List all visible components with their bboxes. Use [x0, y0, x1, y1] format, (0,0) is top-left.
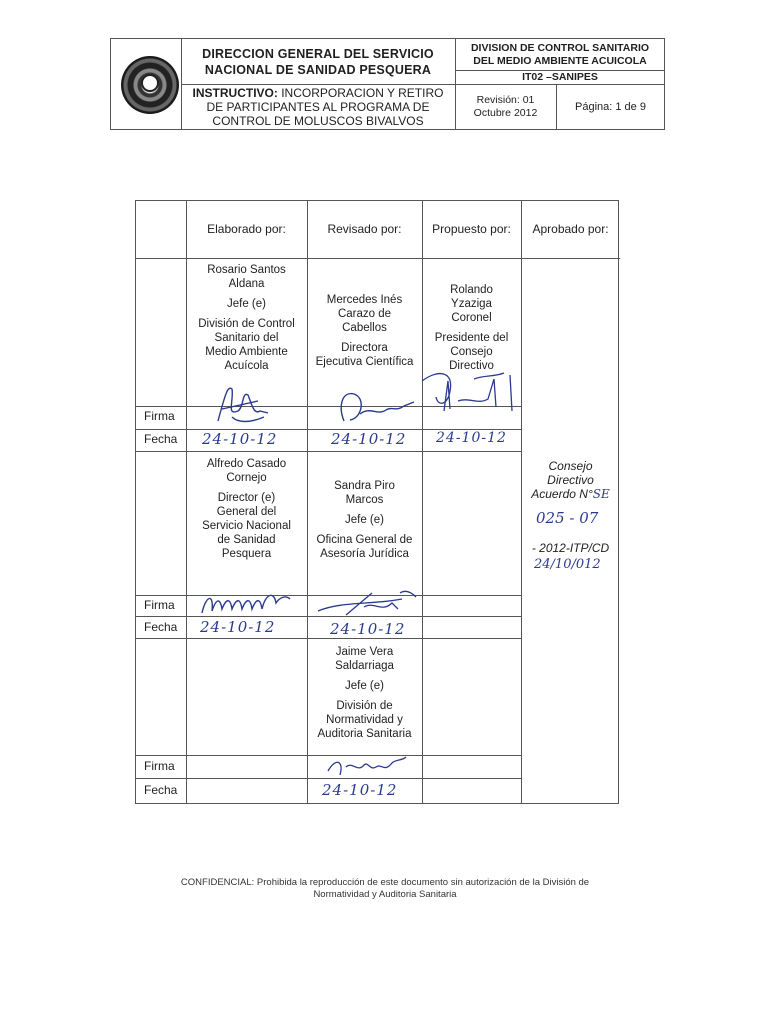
acuerdo-suffix: - 2012-ITP/CD — [531, 541, 610, 555]
acuerdo-number: 025 - 07 — [536, 509, 599, 527]
revision-info: Revisión: 01 Octubre 2012 — [473, 94, 538, 119]
column-header-revisado: Revisado por: — [327, 222, 402, 236]
propuesto-person-1: Rolando Yzaziga Coronel Presidente del Consejo Directivo — [434, 284, 509, 372]
document-header — [110, 38, 665, 130]
signature-jaime-vera — [322, 751, 412, 781]
confidential-notice: CONFIDENCIAL: Prohibida la reproducción de este documento sin autorización de la División de Normatividad y Auditoria Sanitaria — [180, 877, 590, 900]
signature-rosario-santos — [198, 381, 298, 429]
aprobado-consejo: Consejo Directivo Acuerdo N°SE — [531, 459, 610, 501]
firma-label-2: Firma — [144, 598, 175, 612]
elaborado-person-1: Rosario Santos Aldana Jefe (e) División de Control Sanitario del Medio Ambiente Acuícola — [198, 264, 295, 372]
document-code: IT02 –SANIPES — [522, 71, 598, 83]
approval-table — [135, 200, 619, 804]
column-header-aprobado: Aprobado por: — [532, 222, 609, 236]
organization-name: DIRECCION GENERAL DEL SERVICIO NACIONAL DE SANIDAD PESQUERA — [202, 46, 434, 77]
sanipes-seal-icon — [121, 56, 179, 114]
instructivo-title: INSTRUCTIVO: INCORPORACION Y RETIRO DE PARTICIPANTES AL PROGRAMA DE CONTROL DE MOLUSCOS BIVALVOS — [192, 86, 444, 128]
firma-label-3: Firma — [144, 759, 175, 773]
signature-alfredo-casado — [196, 585, 296, 619]
column-header-propuesto: Propuesto por: — [432, 222, 511, 236]
fecha-label-1: Fecha — [144, 432, 178, 446]
signature-rolando-yzaziga — [414, 361, 534, 421]
revisado-person-2: Sandra Piro Marcos Jefe (e) Oficina General de Asesoría Jurídica — [316, 480, 413, 560]
signature-sandra-piro — [312, 587, 422, 619]
revisado-person-3: Jaime Vera Saldarriaga Jefe (e) División de Normatividad y Auditoria Sanitaria — [317, 646, 412, 740]
acuerdo-date: 24/10/012 — [534, 557, 601, 572]
column-header-elaborado: Elaborado por: — [207, 222, 286, 236]
fecha-rolando-yzaziga: 24-10-12 — [436, 430, 507, 446]
page-number: Página: 1 de 9 — [575, 101, 646, 113]
firma-label-1: Firma — [144, 409, 175, 423]
fecha-label-2: Fecha — [144, 620, 178, 634]
fecha-label-3: Fecha — [144, 783, 178, 797]
elaborado-person-2: Alfredo Casado Cornejo Director (e) General del Servicio Nacional de Sanidad Pesquera — [202, 458, 291, 560]
fecha-rosario-santos: 24-10-12 — [202, 430, 278, 448]
division-name: DIVISION DE CONTROL SANITARIO DEL MEDIO AMBIENTE ACUICOLA — [470, 41, 650, 67]
fecha-mercedes-carazo: 24-10-12 — [331, 430, 407, 448]
fecha-jaime-vera: 24-10-12 — [322, 781, 398, 799]
fecha-alfredo-casado: 24-10-12 — [200, 618, 276, 636]
revisado-person-1: Mercedes Inés Carazo de Cabellos Directora Ejecutiva Científica — [315, 294, 414, 368]
fecha-sandra-piro: 24-10-12 — [330, 620, 406, 638]
signature-mercedes-carazo — [326, 376, 421, 431]
